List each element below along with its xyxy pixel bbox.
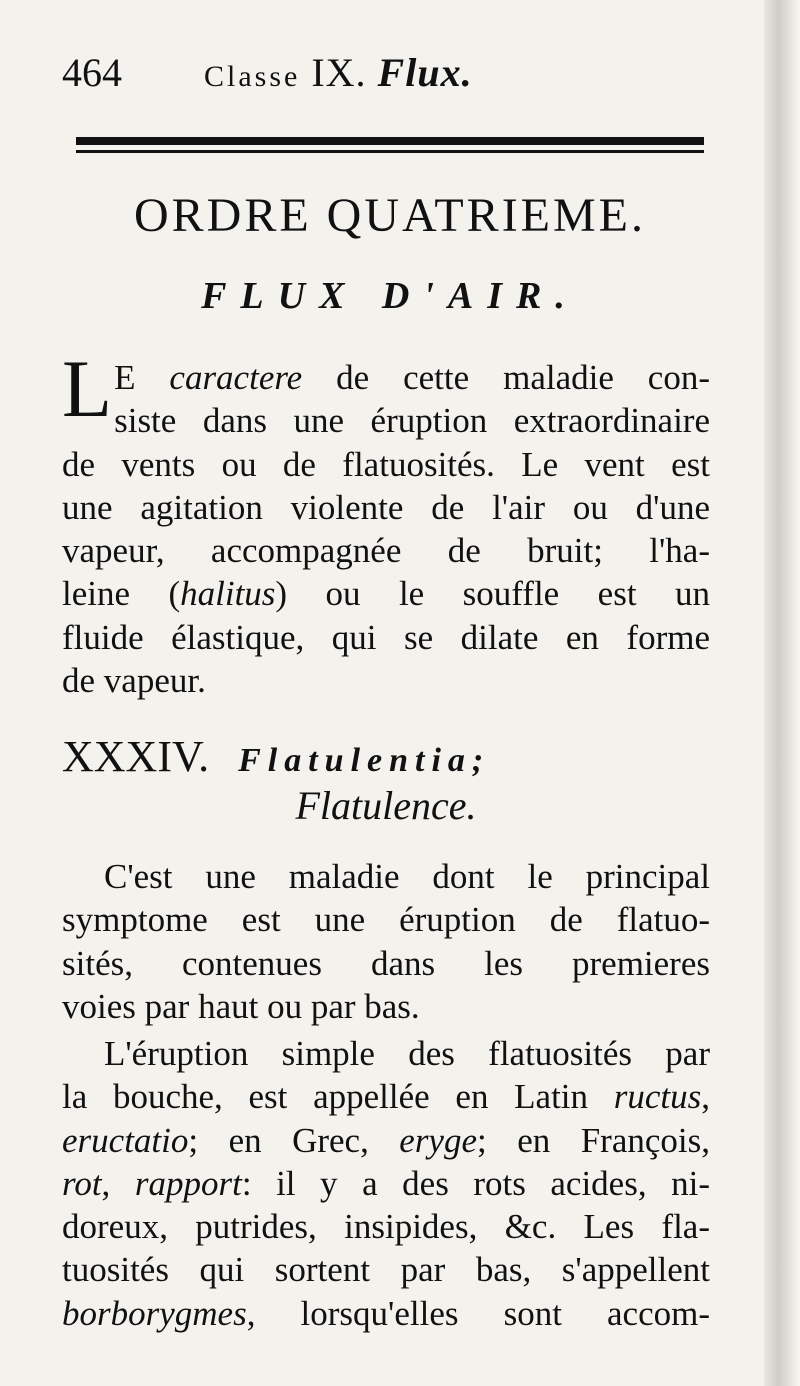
entry-number: XXXIV.: [62, 732, 210, 781]
text-line: [62, 1162, 710, 1205]
running-title-number: IX.: [311, 50, 367, 95]
intro-paragraph: [62, 343, 710, 702]
header-rule-thick: [76, 137, 704, 145]
text-line: [62, 486, 710, 529]
text-segment: rapport: [134, 1163, 242, 1203]
text-segment: symptome est une éruption de flatuo-: [62, 900, 710, 940]
running-title-short: Flux.: [377, 50, 473, 95]
text-line: [62, 898, 710, 941]
running-head: [62, 48, 702, 98]
text-line: [62, 1248, 710, 1291]
text-segment: de cette maladie con-: [302, 358, 710, 397]
header-rule-thin: [76, 150, 704, 153]
text-line: [62, 572, 710, 615]
text-line: [62, 985, 710, 1028]
text-segment: doreux, putrides, insipides, &c. Les fla-: [62, 1207, 710, 1247]
text-segment: L'éruption simple des flatuosités par: [104, 1034, 710, 1073]
text-line: [62, 942, 710, 985]
text-segment: ructus: [613, 1077, 702, 1117]
entry-latin-name: Flatulentia;: [238, 742, 491, 779]
text-segment: une agitation violente de l'air ou d'une: [62, 487, 710, 527]
text-segment: de vents ou de flatuosités. Le vent est: [62, 444, 710, 484]
page-number: 464: [62, 50, 122, 95]
paragraph-eructation: [62, 1032, 710, 1335]
running-title: [204, 48, 473, 102]
text-line: [62, 855, 710, 898]
text-line: [62, 1032, 710, 1075]
text-segment: sités, contenues dans les premieres: [62, 943, 710, 983]
text-line: [62, 356, 710, 399]
text-line: [62, 1119, 710, 1162]
text-segment: la bouche, est appellée en Latin: [62, 1077, 614, 1117]
text-segment: eructatio: [62, 1120, 189, 1160]
text-segment: ; en Grec,: [188, 1120, 400, 1160]
text-segment: ,: [101, 1163, 135, 1203]
text-line: [62, 1292, 710, 1335]
text-segment: ; en François,: [477, 1120, 710, 1160]
text-segment: : il y a des rots acides, ni-: [241, 1163, 710, 1203]
entry-heading: [62, 730, 710, 784]
text-line: [62, 659, 710, 702]
text-segment: siste dans une éruption extraordinaire: [114, 401, 710, 441]
text-segment: fluide élastique, qui se dilate en forme: [62, 617, 710, 657]
text-segment: voies par haut ou par bas.: [62, 986, 420, 1026]
drop-cap: L: [62, 343, 111, 434]
section-title: FLUX D'AIR.: [201, 275, 579, 317]
text-line: [62, 1075, 710, 1118]
text-line: [62, 1205, 710, 1248]
para2-lines: [62, 855, 710, 1028]
text-line: [62, 529, 710, 572]
text-segment: leine (: [62, 574, 181, 614]
text-segment: , lorsqu'elles sont accom-: [246, 1293, 710, 1333]
page-edge-shadow: [764, 0, 800, 1386]
text-segment: borborygmes: [62, 1293, 247, 1333]
text-line: [62, 399, 710, 442]
text-segment: C'est une maladie dont le principal: [104, 857, 710, 896]
entry-french-name: Flatulence.: [295, 783, 477, 828]
paragraph-flatulence-definition: [62, 855, 710, 1028]
text-segment: eryge: [399, 1120, 478, 1160]
text-segment: de vapeur.: [62, 661, 206, 701]
text-segment: rot: [62, 1163, 102, 1203]
intro-lines: [62, 343, 710, 702]
text-line: [62, 616, 710, 659]
order-title: ORDRE QUATRIEME.: [134, 189, 646, 242]
text-segment: ,: [701, 1077, 710, 1117]
text-segment: halitus: [180, 574, 276, 614]
text-segment: caractere: [169, 358, 303, 397]
text-segment: vapeur, accompagnée de bruit; l'ha-: [62, 531, 710, 571]
para3-lines: [62, 1032, 710, 1335]
text-line: [62, 443, 710, 486]
text-segment: ) ou le souffle est un: [275, 574, 710, 614]
running-title-classe: Classe: [204, 60, 301, 93]
text-segment: tuosités qui sortent par bas, s'appellent: [62, 1250, 710, 1290]
text-segment: E: [114, 358, 170, 397]
